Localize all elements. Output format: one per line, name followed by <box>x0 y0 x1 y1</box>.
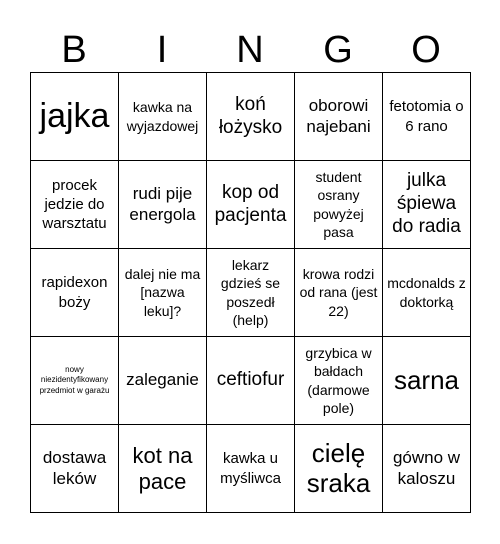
bingo-cell-r4-c5[interactable]: sarna <box>383 337 471 425</box>
bingo-cell-r4-c3[interactable]: ceftiofur <box>207 337 295 425</box>
bingo-cell-r2-c1[interactable]: procek jedzie do warsztatu <box>31 161 119 249</box>
header-letter-n: N <box>236 29 264 71</box>
bingo-cell-r4-c4[interactable]: grzybica w bałdach (darmowe pole) <box>295 337 383 425</box>
bingo-cell-r5-c5[interactable]: gówno w kaloszu <box>383 425 471 513</box>
bingo-cell-r2-c4[interactable]: student osrany powyżej pasa <box>295 161 383 249</box>
bingo-cell-r4-c2[interactable]: zaleganie <box>119 337 207 425</box>
header-letter-g: G <box>323 29 353 71</box>
bingo-cell-r5-c3[interactable]: kawka u myśliwca <box>207 425 295 513</box>
bingo-cell-r4-c1[interactable]: nowy niezidentyfikowany przedmiot w garażu <box>31 337 119 425</box>
bingo-cell-r5-c4[interactable]: cielę sraka <box>295 425 383 513</box>
bingo-cell-r3-c3[interactable]: lekarz gdzieś se poszedł (help) <box>207 249 295 337</box>
bingo-cell-r2-c2[interactable]: rudi pije energola <box>119 161 207 249</box>
header-letter-i: I <box>156 29 168 71</box>
bingo-cell-r2-c3[interactable]: kop od pacjenta <box>207 161 295 249</box>
bingo-cell-r3-c4[interactable]: krowa rodzi od rana (jest 22) <box>295 249 383 337</box>
bingo-cell-r1-c5[interactable]: fetotomia o 6 rano <box>383 73 471 161</box>
header-letter-b: B <box>61 29 87 71</box>
bingo-cell-r3-c2[interactable]: dalej nie ma [nazwa leku]? <box>119 249 207 337</box>
bingo-cell-r1-c3[interactable]: koń łożysko <box>207 73 295 161</box>
bingo-cell-r1-c2[interactable]: kawka na wyjazdowej <box>119 73 207 161</box>
header-letter-o: O <box>411 29 441 71</box>
bingo-cell-r3-c5[interactable]: mcdonalds z doktorką <box>383 249 471 337</box>
bingo-cell-r5-c1[interactable]: dostawa leków <box>31 425 119 513</box>
bingo-cell-r1-c4[interactable]: oborowi najebani <box>295 73 383 161</box>
bingo-header <box>30 28 470 72</box>
bingo-card-grid <box>30 72 471 513</box>
bingo-cell-r3-c1[interactable]: rapidexon boży <box>31 249 119 337</box>
bingo-cell-r1-c1[interactable]: jajka <box>31 73 119 161</box>
bingo-cell-r5-c2[interactable]: kot na pace <box>119 425 207 513</box>
bingo-cell-r2-c5[interactable]: julka śpiewa do radia <box>383 161 471 249</box>
